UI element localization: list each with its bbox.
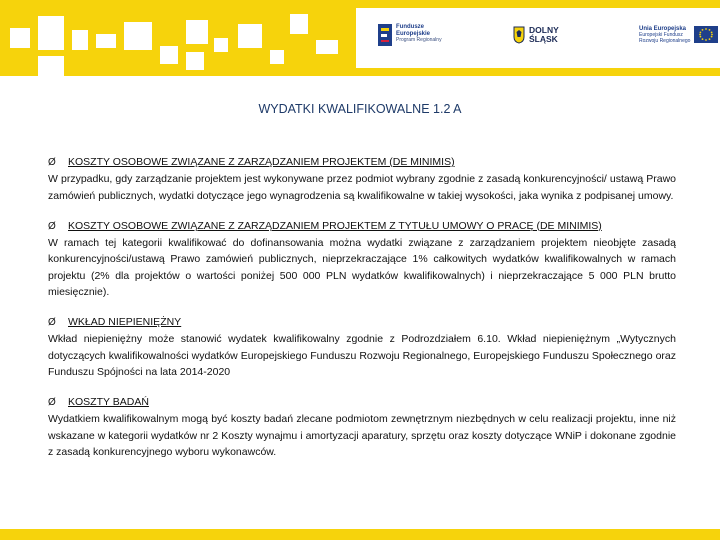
decor-square: [38, 16, 64, 50]
section-koszty-badan: [48, 394, 676, 461]
decor-square: [72, 30, 88, 50]
decor-square: [214, 38, 228, 52]
unia-europejska-logo: [639, 26, 718, 44]
arrow-bullet-icon: Ø: [48, 157, 56, 168]
eagle-crest-icon: [513, 26, 525, 44]
footer-bar: [0, 529, 720, 540]
section-koszty-osobowe-umowa-o-prace: [48, 218, 676, 301]
decor-square: [290, 14, 308, 34]
section-body: W ramach tej kategorii kwalifikować do dofinansowania można wydatki związane z zarządzaniem projektem nieobjęte zasadą konkurencyjności/ustawą Prawo zamówień publicznych, nieprzekraczające 1% całkowitych wydatków kwalifikowalnych w ramach projektu (2% dla projektów o wartości poniżej 500 000 PLN wydatków kwalifikowalnych) i nieprzekraczające 5 000 PLN brutto miesięcznie).: [48, 236, 676, 298]
header-banner: [0, 0, 720, 76]
section-heading-text: KOSZTY BADAŃ: [68, 396, 149, 408]
dolny-slask-logo: [513, 26, 559, 44]
decor-square: [124, 22, 152, 50]
decor-square: [270, 50, 284, 64]
decor-square: [186, 20, 208, 44]
decor-square: [38, 56, 64, 76]
section-heading: [48, 314, 676, 331]
content: [48, 154, 676, 474]
decor-square: [316, 40, 338, 54]
section-wklad-niepieniezny: [48, 314, 676, 381]
eu-flag-icon: [694, 26, 718, 43]
fe-line3: Program Regionalny: [396, 37, 442, 43]
eu-line2: Europejski Fundusz: [639, 32, 683, 38]
decor-square: [238, 24, 262, 48]
section-heading-text: KOSZTY OSOBOWE ZWIĄZANE Z ZARZĄDZANIEM PROJEKTEM Z TYTUŁU UMOWY O PRACĘ (DE MINIMIS): [68, 219, 602, 232]
decor-square: [10, 28, 30, 48]
eu-line1: Unia Europejska: [639, 26, 687, 32]
section-body: W przypadku, gdy zarządzanie projektem jest wykonywane przez podmiot wybrany zgodnie z zasadą konkurencyjności/ ustawą Prawo zamówień publicznych, wydatki dotyczące jego wynagrodzenia są kwalifikowalne w takiej wysokości, jaka wynika z podpisanej umowy.: [48, 173, 676, 202]
fe-line1: Fundusze: [396, 24, 424, 30]
section-koszty-osobowe-de-minimis: [48, 154, 676, 204]
section-heading-text: WKŁAD NIEPIENIĘŻNY: [68, 316, 182, 328]
decor-square: [186, 52, 204, 70]
arrow-bullet-icon: Ø: [48, 317, 56, 328]
section-body: Wkład niepieniężny może stanowić wydatek kwalifikowalny zgodnie z Podrozdziałem 6.10. Wkład niepieniężnym „Wytycznych dotyczących kwalifikowalności wydatków Europejskiego Funduszu Rozwoju Regionalnego, Europejskiego Funduszu Społecznego oraz Funduszu Spójności na lata 2014-2020: [48, 333, 676, 378]
fe-star-icon: [378, 24, 392, 46]
logo-strip: [356, 8, 720, 68]
eu-line3: Rozwoju Regionalnego: [639, 38, 691, 44]
page-title: WYDATKI KWALIFIKOWALNE 1.2 A: [258, 102, 462, 116]
fe-line2: Europejskie: [396, 30, 431, 37]
decor-square: [160, 46, 178, 64]
fundusze-europejskie-logo: [378, 24, 442, 46]
section-heading: [48, 218, 676, 235]
ds-line2: ŚLĄSK: [529, 34, 558, 44]
section-heading: [48, 394, 676, 411]
arrow-bullet-icon: Ø: [48, 397, 56, 408]
section-heading-text: KOSZTY OSOBOWE ZWIĄZANE Z ZARZĄDZANIEM PROJEKTEM (DE MINIMIS): [68, 156, 455, 168]
section-heading: [48, 154, 676, 171]
arrow-bullet-icon: Ø: [48, 220, 56, 232]
ds-line1: DOLNY: [529, 25, 559, 35]
section-body: Wydatkiem kwalifikowalnym mogą być koszty badań zlecane podmiotom zewnętrznym niezbędnych w celu realizacji projektu, inne niż wskazane w kategorii wydatków nr 2 Koszty wynajmu i amortyzacji aparatury, sprzętu oraz koszty dotyczące WNiP i dokonane zgodnie z zasadą konkurencyjnego wyboru wykonawców.: [48, 413, 676, 458]
decor-square: [96, 34, 116, 48]
